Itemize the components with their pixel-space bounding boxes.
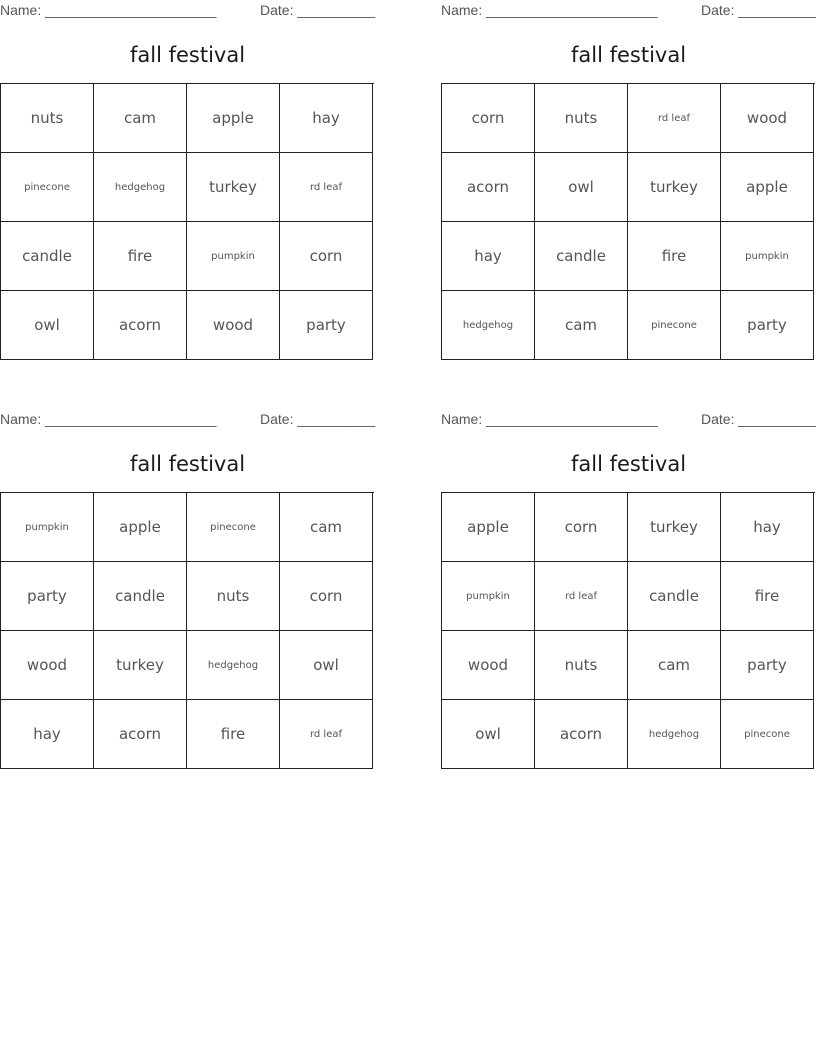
bingo-cell: pinecone <box>187 493 280 562</box>
bingo-cell: party <box>280 291 373 360</box>
bingo-cell: corn <box>535 493 628 562</box>
date-field: Date: __________ <box>260 2 376 18</box>
bingo-cell: corn <box>442 84 535 153</box>
name-field: Name: ______________________ <box>441 2 658 18</box>
bingo-cell: pinecone <box>721 700 814 769</box>
bingo-cell: candle <box>628 562 721 631</box>
name-field: Name: ______________________ <box>0 411 217 427</box>
bingo-cell: owl <box>535 153 628 222</box>
bingo-cell: nuts <box>535 84 628 153</box>
bingo-cell: turkey <box>94 631 187 700</box>
meta-row <box>441 0 816 22</box>
bingo-cell: candle <box>94 562 187 631</box>
bingo-cell: turkey <box>628 493 721 562</box>
bingo-cell: pinecone <box>1 153 94 222</box>
bingo-cell: nuts <box>535 631 628 700</box>
bingo-card-2 <box>441 0 816 334</box>
bingo-cell: apple <box>94 493 187 562</box>
bingo-cell: acorn <box>442 153 535 222</box>
bingo-cell: wood <box>721 84 814 153</box>
date-field: Date: __________ <box>701 2 816 18</box>
bingo-cell: hay <box>280 84 373 153</box>
meta-row <box>441 409 816 431</box>
card-title: fall festival <box>129 452 246 476</box>
bingo-cell: owl <box>1 291 94 360</box>
bingo-cell: rd leaf <box>628 84 721 153</box>
bingo-cell: wood <box>442 631 535 700</box>
date-field: Date: __________ <box>260 411 376 427</box>
bingo-cell: hedgehog <box>628 700 721 769</box>
bingo-grid <box>0 83 374 360</box>
bingo-cell: hay <box>1 700 94 769</box>
bingo-cell: nuts <box>1 84 94 153</box>
bingo-cell: turkey <box>628 153 721 222</box>
date-field: Date: __________ <box>701 411 816 427</box>
bingo-cell: nuts <box>187 562 280 631</box>
bingo-cell: fire <box>94 222 187 291</box>
bingo-cell: cam <box>535 291 628 360</box>
bingo-cell: acorn <box>94 700 187 769</box>
bingo-cell: pumpkin <box>1 493 94 562</box>
bingo-cell: acorn <box>94 291 187 360</box>
bingo-cell: corn <box>280 222 373 291</box>
card-title: fall festival <box>570 43 687 67</box>
bingo-cell: candle <box>535 222 628 291</box>
meta-row <box>0 0 376 22</box>
bingo-cell: apple <box>442 493 535 562</box>
bingo-cell: apple <box>721 153 814 222</box>
bingo-card-3 <box>0 409 376 743</box>
bingo-cell: hedgehog <box>94 153 187 222</box>
bingo-cell: pumpkin <box>187 222 280 291</box>
bingo-card-1 <box>0 0 376 334</box>
card-title: fall festival <box>129 43 246 67</box>
bingo-cell: turkey <box>187 153 280 222</box>
bingo-card-4 <box>441 409 816 743</box>
bingo-cell: apple <box>187 84 280 153</box>
bingo-cell: party <box>721 631 814 700</box>
bingo-cell: fire <box>187 700 280 769</box>
bingo-cell: owl <box>280 631 373 700</box>
bingo-grid <box>441 492 815 769</box>
bingo-cell: corn <box>280 562 373 631</box>
name-field: Name: ______________________ <box>441 411 658 427</box>
bingo-cell: pumpkin <box>721 222 814 291</box>
meta-row <box>0 409 376 431</box>
bingo-cell: wood <box>1 631 94 700</box>
bingo-grid <box>0 492 374 769</box>
bingo-cell: pumpkin <box>442 562 535 631</box>
bingo-cell: hedgehog <box>187 631 280 700</box>
bingo-cell: fire <box>628 222 721 291</box>
bingo-cell: rd leaf <box>280 700 373 769</box>
bingo-cell: pinecone <box>628 291 721 360</box>
bingo-cell: owl <box>442 700 535 769</box>
bingo-cell: wood <box>187 291 280 360</box>
bingo-cell: candle <box>1 222 94 291</box>
bingo-cell: rd leaf <box>280 153 373 222</box>
bingo-cell: party <box>721 291 814 360</box>
bingo-cell: fire <box>721 562 814 631</box>
bingo-cell: hedgehog <box>442 291 535 360</box>
bingo-cell: acorn <box>535 700 628 769</box>
bingo-cell: rd leaf <box>535 562 628 631</box>
bingo-cell: party <box>1 562 94 631</box>
bingo-cell: cam <box>94 84 187 153</box>
bingo-cell: hay <box>442 222 535 291</box>
bingo-cell: cam <box>280 493 373 562</box>
bingo-cell: cam <box>628 631 721 700</box>
bingo-grid <box>441 83 815 360</box>
name-field: Name: ______________________ <box>0 2 217 18</box>
card-title: fall festival <box>570 452 687 476</box>
bingo-cell: hay <box>721 493 814 562</box>
